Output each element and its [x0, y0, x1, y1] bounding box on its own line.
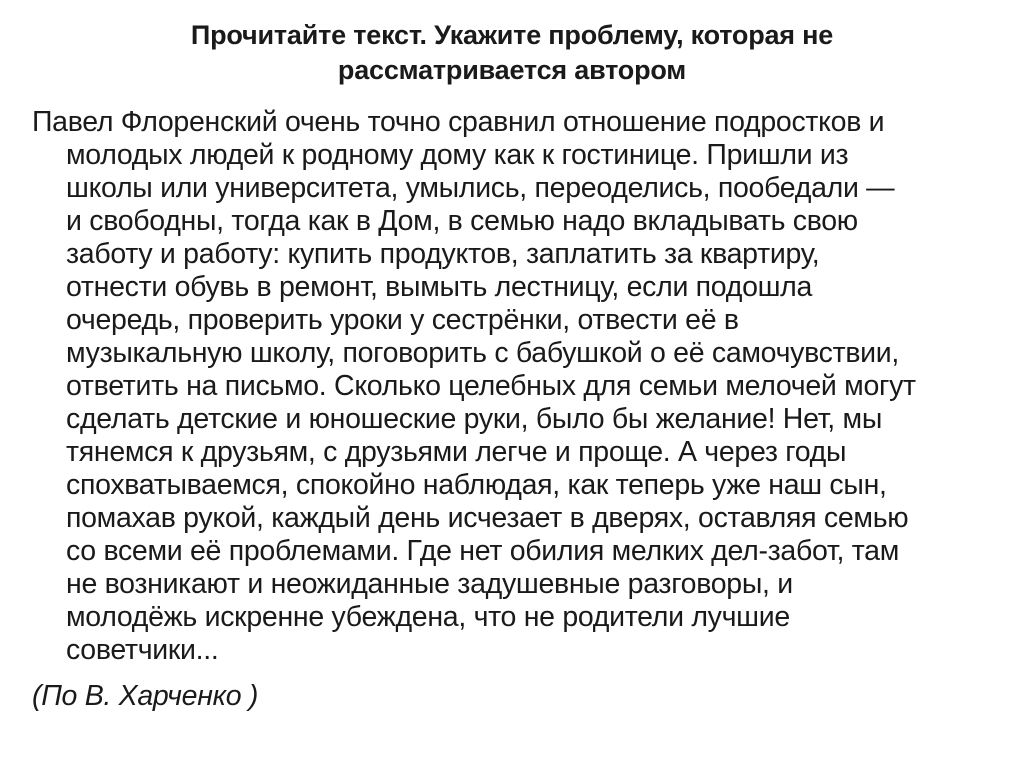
text-line: тянемся к друзьям, с друзьями легче и проще. А через годы: [66, 436, 847, 468]
author-attribution: (По В. Харченко ): [32, 680, 259, 712]
text-line: сделать детские и юношеские руки, было бы желание! Нет, мы: [66, 403, 883, 435]
text-line: помахав рукой, каждый день исчезает в дверях, оставляя семью: [66, 502, 909, 534]
text-line: со всеми её проблемами. Где нет обилия мелких дел-забот, там: [66, 535, 900, 567]
text-line: Павел Флоренский очень точно сравнил отношение подростков и: [32, 106, 885, 138]
text-line: ответить на письмо. Сколько целебных для семьи мелочей могут: [66, 370, 916, 402]
text-line: и свободны, тогда как в Дом, в семью надо вкладывать свою: [66, 205, 858, 237]
title-line: рассматривается автором: [337, 55, 687, 85]
text-line: школы или университета, умылись, переоделись, пообедали —: [66, 172, 895, 204]
text-line: молодёжь искренне убеждена, что не родители лучшие: [66, 601, 790, 633]
text-line: очередь, проверить уроки у сестрёнки, отвести её в: [66, 304, 739, 336]
text-line: заботу и работу: купить продуктов, заплатить за квартиру,: [66, 238, 820, 270]
text-body: [32, 106, 1022, 667]
text-line: спохватываемся, спокойно наблюдая, как теперь уже наш сын,: [66, 469, 887, 501]
text-line: отнести обувь в ремонт, вымыть лестницу, если подошла: [66, 271, 813, 303]
text-line: советчики...: [66, 634, 219, 666]
text-line: музыкальную школу, поговорить с бабушкой о её самочувствии,: [66, 337, 900, 369]
slide-title: [60, 18, 964, 88]
title-line: Прочитайте текст. Укажите проблему, которая не: [190, 20, 834, 50]
text-line: не возникают и неожиданные задушевные разговоры, и: [66, 568, 793, 600]
text-line: молодых людей к родному дому как к гостинице. Пришли из: [66, 139, 849, 171]
